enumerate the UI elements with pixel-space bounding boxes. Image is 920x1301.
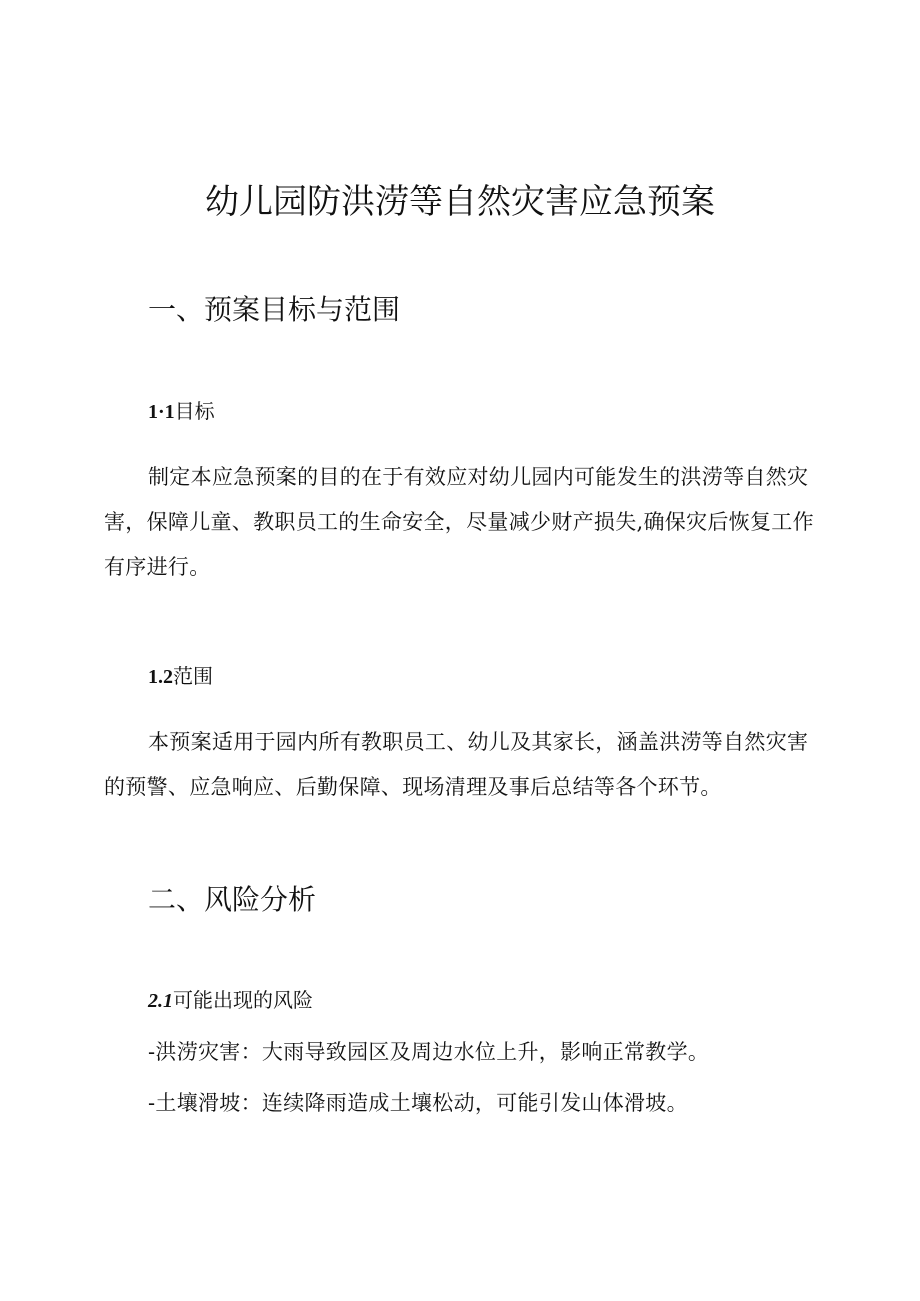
subsection-label: 范围	[173, 664, 213, 688]
document-title: 幼儿园防洪涝等自然灾害应急预案	[205, 182, 715, 222]
subsection-number: 1.2	[148, 666, 173, 688]
section-heading-1: 一、预案目标与范围	[148, 293, 401, 326]
subsection-heading-1-1	[148, 397, 215, 426]
paragraph-scope: 本预案适用于园内所有教职员工、幼儿及其家长，涵盖洪涝等自然灾害的预警、应急响应、后勤保障、现场清理及事后总结等各个环节。	[104, 730, 809, 799]
subsection-number: 1·1	[148, 401, 175, 423]
list-item: -土壤滑坡：连续降雨造成土壤松动，可能引发山体滑坡。	[148, 1091, 688, 1115]
paragraph-goal: 制定本应急预案的目的在于有效应对幼儿园内可能发生的洪涝等自然灾害，保障儿童、教职员工的生命安全，尽量减少财产损失,确保灾后恢复工作有序进行。	[104, 465, 814, 579]
subsection-label: 可能出现的风险	[173, 988, 313, 1012]
subsection-label: 目标	[174, 399, 215, 423]
list-item: -洪涝灾害：大雨导致园区及周边水位上升，影响正常教学。	[148, 1040, 710, 1064]
subsection-heading-2-1	[148, 986, 313, 1015]
subsection-heading-1-2	[148, 662, 213, 691]
subsection-number: 2.1	[148, 990, 173, 1012]
section-heading-2: 二、风险分析	[148, 883, 317, 916]
